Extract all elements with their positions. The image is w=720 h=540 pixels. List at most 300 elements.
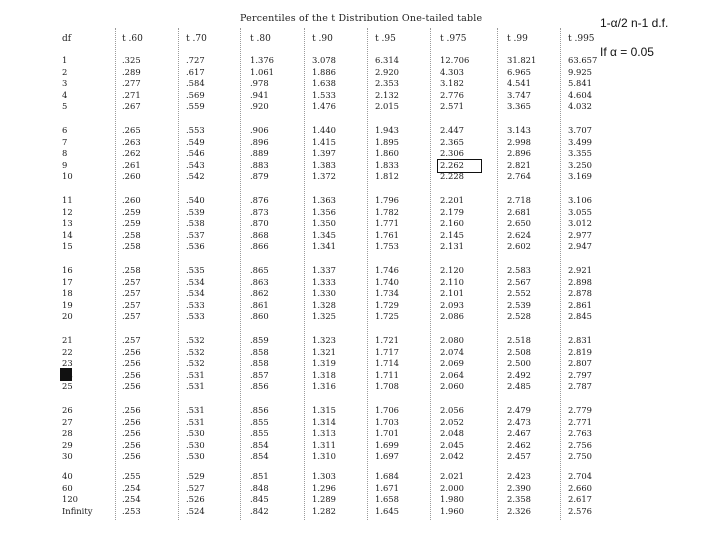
table-cell: 2.306 (440, 148, 464, 158)
table-cell: 2.831 (568, 335, 592, 345)
table-cell: 2.457 (507, 451, 531, 461)
table-cell: .265 (122, 125, 141, 135)
column-header: t .60 (122, 34, 143, 44)
table-cell: 2.160 (440, 218, 464, 228)
table-cell: .255 (122, 471, 141, 481)
df-cell: 60 (62, 482, 73, 493)
table-cell: .559 (186, 101, 205, 111)
table-cell: 3.355 (568, 148, 592, 158)
table-cell: .259 (122, 206, 141, 217)
table-cell: 1.383 (312, 159, 336, 170)
table-cell: .540 (186, 195, 205, 205)
table-cell: 1.980 (440, 494, 464, 504)
table-cell: .851 (250, 471, 269, 481)
table-cell: .879 (250, 171, 269, 181)
table-cell: 1.314 (312, 416, 336, 427)
table-cell: .261 (122, 159, 141, 170)
table-cell: 2.228 (440, 171, 464, 181)
table-cell: .845 (250, 494, 269, 504)
table-cell: .863 (250, 276, 269, 287)
table-cell: 1.658 (375, 494, 399, 504)
table-cell: 2.467 (507, 428, 531, 438)
table-cell: 4.604 (568, 89, 592, 100)
table-cell: 4.032 (568, 101, 592, 111)
table-cell: .256 (122, 416, 141, 427)
table-cell: 1.699 (375, 439, 399, 450)
column-header: df (62, 34, 72, 44)
table-cell: 2.179 (440, 206, 464, 217)
table-cell: 31.821 (507, 55, 537, 65)
df-cell: 19 (62, 299, 73, 310)
df-cell: 16 (62, 265, 73, 275)
table-cell: 1.319 (312, 358, 336, 368)
table-cell: 1.708 (375, 381, 399, 391)
column-header: t .95 (375, 34, 396, 44)
table-cell: 1.328 (312, 299, 336, 310)
table-cell: 2.567 (507, 276, 531, 287)
table-cell: .257 (122, 311, 141, 321)
table-cell: 2.060 (440, 381, 464, 391)
table-cell: 1.321 (312, 346, 336, 357)
table-cell: .530 (186, 439, 205, 450)
df-cell: 10 (62, 171, 73, 181)
table-cell: .866 (250, 241, 269, 251)
table-cell: 2.898 (568, 276, 592, 287)
table-cell: 2.617 (568, 494, 592, 504)
table-cell: .253 (122, 505, 141, 516)
table-cell: 1.645 (375, 505, 399, 516)
table-cell: .289 (122, 66, 141, 77)
table-cell: 2.763 (568, 428, 592, 438)
table-cell: .873 (250, 206, 269, 217)
table-cell: .257 (122, 335, 141, 345)
table-title: Percentiles of the t Distribution One-tailed table (240, 13, 483, 24)
table-cell: 1.638 (312, 78, 336, 88)
df-cell: 25 (62, 381, 73, 391)
table-cell: 1.833 (375, 159, 399, 170)
table-cell: .848 (250, 482, 269, 493)
df-cell: 13 (62, 218, 73, 228)
table-cell: .857 (250, 369, 269, 380)
table-cell: 1.740 (375, 276, 399, 287)
table-cell: .727 (186, 55, 205, 65)
table-cell: 2.045 (440, 439, 464, 450)
df-cell: Infinity (62, 505, 93, 516)
table-cell: 2.479 (507, 405, 531, 415)
table-cell: 3.106 (568, 195, 592, 205)
table-cell: .531 (186, 381, 205, 391)
table-cell: .883 (250, 159, 269, 170)
df-cell: 7 (62, 136, 68, 147)
column-divider (430, 28, 431, 520)
table-cell: .860 (250, 311, 269, 321)
table-cell: .260 (122, 195, 141, 205)
column-header: t .975 (440, 34, 467, 44)
table-cell: 3.143 (507, 125, 531, 135)
table-cell: 2.500 (507, 358, 531, 368)
table-cell: .542 (186, 171, 205, 181)
df-cell: 15 (62, 241, 73, 251)
table-cell: .854 (250, 439, 269, 450)
table-cell: 1.960 (440, 505, 464, 516)
df-cell: 14 (62, 229, 73, 240)
table-cell: 2.861 (568, 299, 592, 310)
table-cell: 2.042 (440, 451, 464, 461)
df-cell: 120 (62, 494, 78, 504)
df-cell: 26 (62, 405, 73, 415)
table-cell: 1.325 (312, 311, 336, 321)
table-cell: 2.021 (440, 471, 464, 481)
table-cell: 2.528 (507, 311, 531, 321)
table-cell: 1.372 (312, 171, 336, 181)
table-cell: .256 (122, 346, 141, 357)
table-cell: .858 (250, 346, 269, 357)
table-cell: .271 (122, 89, 141, 100)
table-cell: .524 (186, 505, 205, 516)
table-cell: 2.624 (507, 229, 531, 240)
table-cell: 2.998 (507, 136, 531, 147)
table-cell: 1.315 (312, 405, 336, 415)
table-cell: .529 (186, 471, 205, 481)
df-cell: 17 (62, 276, 73, 287)
column-divider (560, 28, 561, 520)
table-cell: 2.681 (507, 206, 531, 217)
df-cell: 5 (62, 101, 68, 111)
table-cell: 1.697 (375, 451, 399, 461)
table-cell: .262 (122, 148, 141, 158)
table-cell: .527 (186, 482, 205, 493)
table-cell: .256 (122, 428, 141, 438)
table-cell: 2.787 (568, 381, 592, 391)
table-cell: .854 (250, 451, 269, 461)
table-cell: 2.660 (568, 482, 592, 493)
table-cell: .532 (186, 358, 205, 368)
table-cell: .260 (122, 171, 141, 181)
table-cell: 1.296 (312, 482, 336, 493)
table-cell: .538 (186, 218, 205, 228)
table-cell: 1.895 (375, 136, 399, 147)
column-divider (115, 28, 116, 520)
table-cell: 2.977 (568, 229, 592, 240)
table-cell: 3.169 (568, 171, 592, 181)
table-cell: 2.423 (507, 471, 531, 481)
table-cell: 2.064 (440, 369, 464, 380)
table-cell: .257 (122, 276, 141, 287)
table-cell: 63.657 (568, 55, 598, 65)
table-cell: 1.729 (375, 299, 399, 310)
table-cell: 2.492 (507, 369, 531, 380)
table-cell: 2.756 (568, 439, 592, 450)
table-cell: 3.012 (568, 218, 592, 228)
table-cell: 1.734 (375, 288, 399, 298)
table-cell: .533 (186, 299, 205, 310)
table-cell: 2.947 (568, 241, 592, 251)
table-cell: 3.747 (507, 89, 531, 100)
table-cell: .256 (122, 369, 141, 380)
table-cell: .325 (122, 55, 141, 65)
table-cell: 3.182 (440, 78, 464, 88)
table-cell: 2.131 (440, 241, 464, 251)
table-cell: 1.860 (375, 148, 399, 158)
table-cell: .532 (186, 335, 205, 345)
table-cell: 1.796 (375, 195, 399, 205)
table-cell: .868 (250, 229, 269, 240)
table-cell: 1.476 (312, 101, 336, 111)
table-cell: 2.920 (375, 66, 399, 77)
table-cell: 1.397 (312, 148, 336, 158)
table-cell: 1.333 (312, 276, 336, 287)
table-cell: 1.943 (375, 125, 399, 135)
column-divider (178, 28, 179, 520)
table-cell: 2.539 (507, 299, 531, 310)
table-cell: 2.821 (507, 159, 531, 170)
table-cell: .254 (122, 494, 141, 504)
table-cell: 2.583 (507, 265, 531, 275)
table-cell: 2.447 (440, 125, 464, 135)
table-cell: 1.717 (375, 346, 399, 357)
table-cell: 3.499 (568, 136, 592, 147)
table-cell: .531 (186, 405, 205, 415)
table-cell: 1.313 (312, 428, 336, 438)
table-cell: 1.782 (375, 206, 399, 217)
table-cell: 1.812 (375, 171, 399, 181)
df-cell: 18 (62, 288, 73, 298)
table-cell: 2.358 (507, 494, 531, 504)
table-cell: 1.440 (312, 125, 336, 135)
table-cell: .530 (186, 428, 205, 438)
table-cell: .267 (122, 101, 141, 111)
table-cell: 2.462 (507, 439, 531, 450)
table-cell: 2.602 (507, 241, 531, 251)
table-cell: 1.684 (375, 471, 399, 481)
table-cell: .617 (186, 66, 205, 77)
table-cell: 2.326 (507, 505, 531, 516)
table-cell: .257 (122, 288, 141, 298)
table-cell: .263 (122, 136, 141, 147)
table-cell: 9.925 (568, 66, 592, 77)
table-cell: .535 (186, 265, 205, 275)
table-cell: 1.746 (375, 265, 399, 275)
df-cell: 11 (62, 195, 73, 205)
df-cell: 2 (62, 66, 68, 77)
table-cell: 2.508 (507, 346, 531, 357)
table-cell: 1.310 (312, 451, 336, 461)
table-cell: .534 (186, 276, 205, 287)
table-cell: 1.415 (312, 136, 336, 147)
table-cell: 1.337 (312, 265, 336, 275)
table-cell: 1.318 (312, 369, 336, 380)
table-cell: .530 (186, 451, 205, 461)
table-cell: 1.345 (312, 229, 336, 240)
table-cell: .859 (250, 335, 269, 345)
note-alpha-df: 1-α/2 n-1 d.f. (600, 16, 669, 30)
highlighted-value-box (437, 159, 482, 173)
table-cell: 1.363 (312, 195, 336, 205)
df-cell: 12 (62, 206, 73, 217)
table-cell: 2.069 (440, 358, 464, 368)
table-cell: 2.473 (507, 416, 531, 427)
table-cell: 4.541 (507, 78, 531, 88)
table-cell: 3.365 (507, 101, 531, 111)
table-cell: 1.703 (375, 416, 399, 427)
table-cell: 2.819 (568, 346, 592, 357)
table-cell: 5.841 (568, 78, 592, 88)
table-cell: 2.764 (507, 171, 531, 181)
table-cell: .531 (186, 416, 205, 427)
df-cell: 27 (62, 416, 73, 427)
table-cell: 1.753 (375, 241, 399, 251)
table-cell: .856 (250, 381, 269, 391)
table-cell: .584 (186, 78, 205, 88)
table-cell: 2.093 (440, 299, 464, 310)
table-cell: 2.056 (440, 405, 464, 415)
table-cell: .258 (122, 265, 141, 275)
df-cell: 6 (62, 125, 68, 135)
table-cell: .532 (186, 346, 205, 357)
table-cell: 2.086 (440, 311, 464, 321)
table-cell: .553 (186, 125, 205, 135)
table-cell: .546 (186, 148, 205, 158)
table-cell: 2.000 (440, 482, 464, 493)
table-cell: .856 (250, 405, 269, 415)
df-cell: 40 (62, 471, 73, 481)
table-cell: .277 (122, 78, 141, 88)
table-cell: 1.289 (312, 494, 336, 504)
table-cell: 2.718 (507, 195, 531, 205)
table-cell: 1.323 (312, 335, 336, 345)
table-cell: .865 (250, 265, 269, 275)
table-cell: .920 (250, 101, 269, 111)
df-cell: 20 (62, 311, 73, 321)
table-cell: 2.552 (507, 288, 531, 298)
table-cell: .259 (122, 218, 141, 228)
table-cell: 1.533 (312, 89, 336, 100)
table-cell: 1.714 (375, 358, 399, 368)
table-cell: .876 (250, 195, 269, 205)
table-cell: .842 (250, 505, 269, 516)
table-cell: .896 (250, 136, 269, 147)
table-cell: 6.965 (507, 66, 531, 77)
column-header: t .70 (186, 34, 207, 44)
table-cell: .257 (122, 299, 141, 310)
table-cell: 1.711 (375, 369, 399, 380)
df-cell: 30 (62, 451, 73, 461)
table-cell: .858 (250, 358, 269, 368)
table-cell: .526 (186, 494, 205, 504)
table-cell: 2.262 (440, 159, 464, 170)
table-cell: .537 (186, 229, 205, 240)
column-divider (240, 28, 241, 520)
table-cell: 6.314 (375, 55, 399, 65)
table-cell: 1.311 (312, 439, 336, 450)
selected-df-marker (60, 368, 72, 381)
table-cell: 1.706 (375, 405, 399, 415)
table-cell: .906 (250, 125, 269, 135)
table-cell: 2.120 (440, 265, 464, 275)
table-cell: .855 (250, 416, 269, 427)
df-cell: 29 (62, 439, 73, 450)
table-cell: 1.761 (375, 229, 399, 240)
table-cell: .536 (186, 241, 205, 251)
table-cell: 2.779 (568, 405, 592, 415)
table-cell: 2.704 (568, 471, 592, 481)
table-cell: 2.807 (568, 358, 592, 368)
table-cell: 2.896 (507, 148, 531, 158)
table-cell: 2.101 (440, 288, 464, 298)
table-cell: 2.650 (507, 218, 531, 228)
table-cell: .534 (186, 288, 205, 298)
table-cell: .855 (250, 428, 269, 438)
table-cell: .256 (122, 405, 141, 415)
table-cell: 2.015 (375, 101, 399, 111)
table-cell: .889 (250, 148, 269, 158)
column-header: t .995 (568, 34, 595, 44)
table-cell: 2.571 (440, 101, 464, 111)
table-cell: .549 (186, 136, 205, 147)
table-cell: 2.048 (440, 428, 464, 438)
table-cell: 3.055 (568, 206, 592, 217)
table-cell: .543 (186, 159, 205, 170)
table-cell: .862 (250, 288, 269, 298)
table-cell: 1.350 (312, 218, 336, 228)
table-cell: 2.074 (440, 346, 464, 357)
table-cell: 12.706 (440, 55, 470, 65)
df-cell: 1 (62, 55, 68, 65)
table-cell: 1.316 (312, 381, 336, 391)
table-cell: .256 (122, 381, 141, 391)
table-cell: 2.518 (507, 335, 531, 345)
table-cell: .258 (122, 229, 141, 240)
df-cell: 28 (62, 428, 73, 438)
table-cell: .569 (186, 89, 205, 100)
table-cell: 4.303 (440, 66, 464, 77)
table-cell: 2.878 (568, 288, 592, 298)
df-cell: 21 (62, 335, 73, 345)
table-cell: 2.921 (568, 265, 592, 275)
table-cell: 1.725 (375, 311, 399, 321)
table-cell: .256 (122, 358, 141, 368)
table-cell: 2.390 (507, 482, 531, 493)
column-header: t .90 (312, 34, 333, 44)
table-cell: .533 (186, 311, 205, 321)
column-divider (367, 28, 368, 520)
df-cell: 8 (62, 148, 68, 158)
column-header: t .99 (507, 34, 528, 44)
table-cell: 1.356 (312, 206, 336, 217)
table-cell: .254 (122, 482, 141, 493)
df-cell: 9 (62, 159, 68, 170)
column-header: t .80 (250, 34, 271, 44)
table-cell: 2.132 (375, 89, 399, 100)
table-cell: .978 (250, 78, 269, 88)
table-cell: 1.721 (375, 335, 399, 345)
table-cell: 1.330 (312, 288, 336, 298)
table-cell: .531 (186, 369, 205, 380)
table-cell: .941 (250, 89, 269, 100)
df-cell: 4 (62, 89, 68, 100)
table-cell: 3.707 (568, 125, 592, 135)
table-cell: 2.353 (375, 78, 399, 88)
table-cell: .258 (122, 241, 141, 251)
table-cell: 1.303 (312, 471, 336, 481)
table-cell: 2.052 (440, 416, 464, 427)
table-cell: 1.701 (375, 428, 399, 438)
df-cell: 23 (62, 358, 73, 368)
table-cell: 1.341 (312, 241, 336, 251)
table-cell: .870 (250, 218, 269, 228)
table-cell: 3.250 (568, 159, 592, 170)
table-cell: 2.110 (440, 276, 464, 287)
